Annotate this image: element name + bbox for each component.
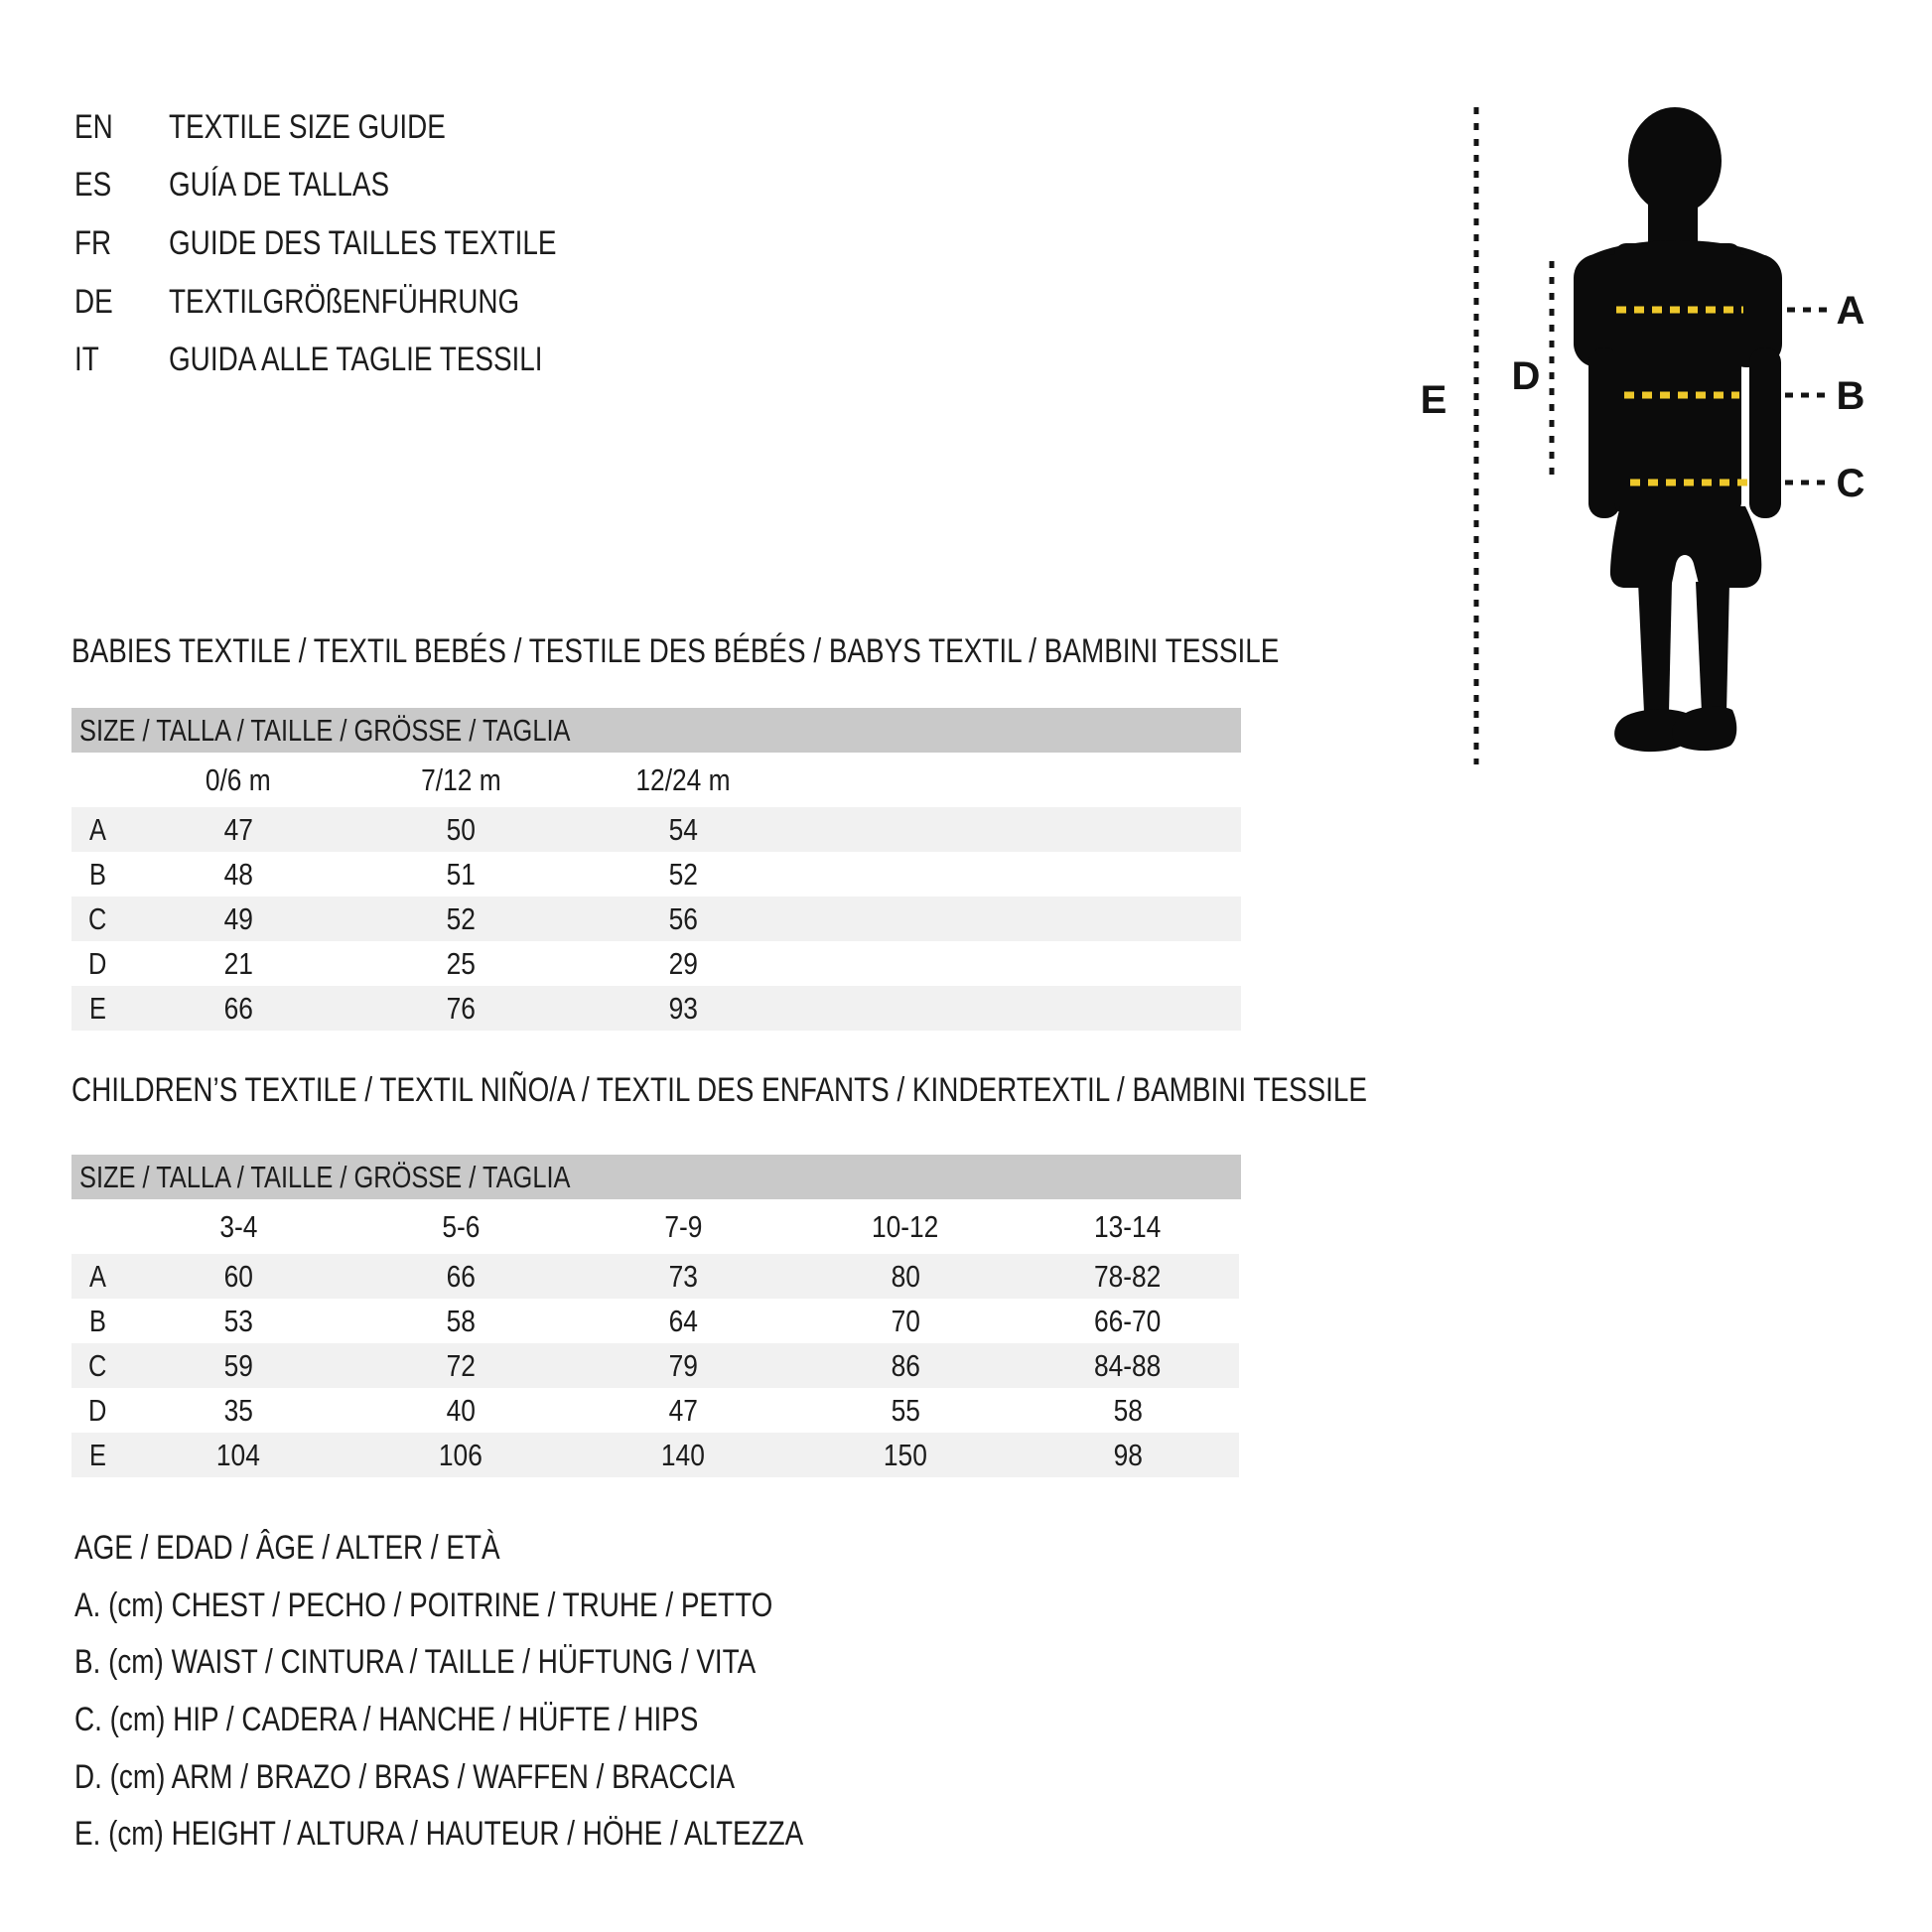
- legend-line: [74, 1748, 963, 1806]
- row-label-cell: [71, 852, 127, 897]
- table-row: [71, 1254, 1239, 1299]
- value-text: 29: [668, 945, 698, 981]
- value-text: 140: [661, 1437, 705, 1472]
- value-text: 59: [223, 1347, 253, 1383]
- row-label-text: B: [88, 856, 106, 892]
- silhouette-leg-right: [1696, 582, 1729, 713]
- filler-cell: [794, 941, 1241, 986]
- table-row: [71, 852, 1241, 897]
- value-text: 58: [1113, 1392, 1143, 1428]
- value-text: 73: [668, 1258, 698, 1294]
- value-text: 52: [668, 856, 698, 892]
- value-cell: [794, 1388, 1017, 1433]
- row-label-text: B: [88, 1303, 106, 1338]
- value-text: 50: [446, 811, 476, 847]
- measurement-legend: [74, 1520, 963, 1863]
- value-cell: [1017, 1343, 1239, 1388]
- row-label-text: C: [87, 1347, 107, 1383]
- row-label-cell: [71, 941, 127, 986]
- language-title: TEXTILGRÖßENFÜHRUNG: [169, 282, 520, 321]
- table-row: [71, 1433, 1239, 1477]
- figure-label-d: D: [1511, 354, 1541, 398]
- column-header-cell: [572, 1199, 794, 1254]
- value-text: 98: [1113, 1437, 1143, 1472]
- child-silhouette: [1574, 107, 1782, 752]
- value-text: 54: [668, 811, 698, 847]
- value-text: 80: [891, 1258, 920, 1294]
- row-label-text: E: [88, 990, 106, 1026]
- silhouette-shorts: [1610, 506, 1761, 588]
- value-text: 25: [446, 945, 476, 981]
- column-header-text: 13-14: [1094, 1208, 1162, 1244]
- children-size-table: [71, 1155, 1241, 1477]
- legend-line: [74, 1520, 963, 1578]
- value-cell: [572, 1388, 794, 1433]
- value-cell: [794, 1343, 1017, 1388]
- value-cell: [1017, 1299, 1239, 1343]
- babies-size-table: [71, 708, 1241, 1031]
- children-size-table-grid: [71, 1199, 1239, 1477]
- value-cell: [349, 807, 572, 852]
- value-cell: [572, 1343, 794, 1388]
- legend-line: [74, 1806, 963, 1863]
- row-label-text: A: [88, 1258, 106, 1294]
- language-title: GUÍA DE TALLAS: [169, 166, 390, 205]
- column-header-cell: [794, 1199, 1017, 1254]
- value-text: 76: [446, 990, 476, 1026]
- table-row: [71, 807, 1241, 852]
- language-title: TEXTILE SIZE GUIDE: [169, 107, 446, 146]
- column-header-text: 7-9: [663, 1208, 703, 1244]
- value-text: 53: [223, 1303, 253, 1338]
- row-label-text: D: [87, 945, 107, 981]
- value-cell: [349, 1299, 572, 1343]
- row-label-text: D: [87, 1392, 107, 1428]
- row-label-cell: [71, 1343, 127, 1388]
- column-header-cell: [349, 1199, 572, 1254]
- language-row: [74, 331, 641, 389]
- babies-size-header-text: SIZE / TALLA / TAILLE / GRÖSSE / TAGLIA: [79, 712, 571, 748]
- silhouette-leg-left: [1638, 582, 1672, 713]
- value-cell: [572, 807, 794, 852]
- value-text: 70: [891, 1303, 920, 1338]
- column-header-spacer: [71, 753, 127, 807]
- column-header-spacer: [71, 1199, 127, 1254]
- value-text: 58: [446, 1303, 476, 1338]
- table-row: [71, 986, 1241, 1031]
- language-code: FR: [74, 223, 112, 262]
- column-header-cell: [127, 1199, 349, 1254]
- value-cell: [127, 1254, 349, 1299]
- babies-section-heading-text: BABIES TEXTILE / TEXTIL BEBÉS / TESTILE DES BÉBÉS / BABYS TEXTIL / BAMBINI TESSILE: [71, 631, 1280, 670]
- value-cell: [1017, 1388, 1239, 1433]
- value-text: 106: [439, 1437, 483, 1472]
- value-text: 86: [891, 1347, 920, 1383]
- legend-line: [74, 1692, 963, 1749]
- children-size-header-text: SIZE / TALLA / TAILLE / GRÖSSE / TAGLIA: [79, 1159, 571, 1194]
- babies-size-table-grid: [71, 753, 1241, 1031]
- children-size-header-bar: [71, 1155, 1241, 1199]
- value-text: 48: [223, 856, 253, 892]
- children-section-heading-text: CHILDREN’S TEXTILE / TEXTIL NIÑO/A / TEXTIL DES ENFANTS / KINDERTEXTIL / BAMBINI TESSILE: [71, 1070, 1368, 1109]
- language-list: [74, 98, 641, 389]
- legend-text: B. (cm) WAIST / CINTURA / TAILLE / HÜFTUNG / VITA: [74, 1643, 757, 1682]
- legend-text: E. (cm) HEIGHT / ALTURA / HAUTEUR / HÖHE / ALTEZZA: [74, 1815, 804, 1854]
- column-header-cell: [572, 753, 794, 807]
- value-cell: [127, 1433, 349, 1477]
- legend-line: [74, 1578, 963, 1635]
- measurement-figure-svg: [1390, 60, 1932, 794]
- legend-text: D. (cm) ARM / BRAZO / BRAS / WAFFEN / BRACCIA: [74, 1757, 736, 1796]
- value-cell: [572, 852, 794, 897]
- row-label-cell: [71, 1254, 127, 1299]
- column-header-text: 12/24 m: [635, 761, 731, 797]
- value-text: 66: [446, 1258, 476, 1294]
- legend-line: [74, 1634, 963, 1692]
- value-cell: [572, 986, 794, 1031]
- figure-label-c: C: [1836, 462, 1865, 505]
- babies-size-header-bar: [71, 708, 1241, 753]
- value-cell: [349, 897, 572, 941]
- value-text: 40: [446, 1392, 476, 1428]
- value-text: 47: [223, 811, 253, 847]
- value-text: 52: [446, 900, 476, 936]
- language-code: IT: [74, 341, 99, 379]
- language-code: DE: [74, 282, 113, 321]
- row-label-cell: [71, 807, 127, 852]
- figure-label-a: A: [1836, 289, 1865, 333]
- filler-cell: [794, 852, 1241, 897]
- column-header-cell: [127, 753, 349, 807]
- legend-text: AGE / EDAD / ÂGE / ALTER / ETÀ: [74, 1529, 500, 1568]
- value-text: 21: [223, 945, 253, 981]
- value-cell: [127, 852, 349, 897]
- language-title: GUIDE DES TAILLES TEXTILE: [169, 223, 557, 262]
- babies-section-heading: [71, 631, 1544, 671]
- table-row: [71, 1343, 1239, 1388]
- value-cell: [127, 807, 349, 852]
- legend-text: A. (cm) CHEST / PECHO / POITRINE / TRUHE / PETTO: [74, 1586, 773, 1624]
- value-text: 47: [668, 1392, 698, 1428]
- value-text: 79: [668, 1347, 698, 1383]
- value-cell: [127, 1343, 349, 1388]
- column-header-row: [71, 1199, 1239, 1254]
- value-cell: [127, 1388, 349, 1433]
- value-text: 49: [223, 900, 253, 936]
- value-cell: [794, 1433, 1017, 1477]
- table-row: [71, 941, 1241, 986]
- value-text: 78-82: [1094, 1258, 1162, 1294]
- value-cell: [572, 941, 794, 986]
- value-cell: [572, 1433, 794, 1477]
- silhouette-arm-right: [1749, 347, 1781, 518]
- children-section-heading: [71, 1070, 1652, 1110]
- value-text: 55: [891, 1392, 920, 1428]
- language-row: [74, 214, 641, 273]
- row-label-cell: [71, 897, 127, 941]
- value-text: 64: [668, 1303, 698, 1338]
- language-row: [74, 98, 641, 157]
- column-header-text: 5-6: [441, 1208, 481, 1244]
- language-code: EN: [74, 107, 113, 146]
- value-text: 104: [216, 1437, 260, 1472]
- value-cell: [1017, 1433, 1239, 1477]
- value-cell: [794, 1254, 1017, 1299]
- value-cell: [349, 852, 572, 897]
- value-text: 51: [446, 856, 476, 892]
- value-cell: [1017, 1254, 1239, 1299]
- row-label-cell: [71, 1388, 127, 1433]
- column-header-cell: [349, 753, 572, 807]
- value-text: 93: [668, 990, 698, 1026]
- value-text: 66-70: [1094, 1303, 1162, 1338]
- row-label-text: C: [87, 900, 107, 936]
- value-text: 84-88: [1094, 1347, 1162, 1383]
- column-header-text: 0/6 m: [206, 761, 271, 797]
- filler-cell: [794, 753, 1241, 807]
- row-label-cell: [71, 1433, 127, 1477]
- value-cell: [349, 941, 572, 986]
- value-cell: [572, 1299, 794, 1343]
- language-code: ES: [74, 166, 112, 205]
- filler-cell: [794, 807, 1241, 852]
- value-cell: [572, 897, 794, 941]
- figure-label-e: E: [1420, 378, 1448, 422]
- language-row: [74, 157, 641, 215]
- figure-label-b: B: [1836, 374, 1865, 418]
- value-cell: [127, 986, 349, 1031]
- column-header-text: 7/12 m: [420, 761, 501, 797]
- value-cell: [794, 1299, 1017, 1343]
- filler-cell: [794, 986, 1241, 1031]
- column-header-text: 3-4: [218, 1208, 258, 1244]
- value-cell: [349, 1388, 572, 1433]
- value-cell: [349, 986, 572, 1031]
- row-label-text: E: [88, 1437, 106, 1472]
- row-label-cell: [71, 1299, 127, 1343]
- row-label-text: A: [88, 811, 106, 847]
- value-cell: [127, 1299, 349, 1343]
- language-row: [74, 273, 641, 332]
- table-row: [71, 1388, 1239, 1433]
- value-cell: [127, 941, 349, 986]
- measurement-figure: [1390, 60, 1932, 794]
- value-cell: [349, 1433, 572, 1477]
- value-text: 66: [223, 990, 253, 1026]
- value-text: 35: [223, 1392, 253, 1428]
- row-label-cell: [71, 986, 127, 1031]
- value-cell: [349, 1343, 572, 1388]
- value-cell: [349, 1254, 572, 1299]
- legend-text: C. (cm) HIP / CADERA / HANCHE / HÜFTE / HIPS: [74, 1701, 699, 1739]
- table-row: [71, 1299, 1239, 1343]
- silhouette-torso: [1614, 243, 1741, 514]
- table-row: [71, 897, 1241, 941]
- value-text: 60: [223, 1258, 253, 1294]
- value-text: 72: [446, 1347, 476, 1383]
- value-text: 150: [884, 1437, 927, 1472]
- language-title: GUIDA ALLE TAGLIE TESSILI: [169, 341, 543, 379]
- value-cell: [572, 1254, 794, 1299]
- value-text: 56: [668, 900, 698, 936]
- column-header-row: [71, 753, 1241, 807]
- value-cell: [127, 897, 349, 941]
- filler-cell: [794, 897, 1241, 941]
- column-header-cell: [1017, 1199, 1239, 1254]
- column-header-text: 10-12: [872, 1208, 939, 1244]
